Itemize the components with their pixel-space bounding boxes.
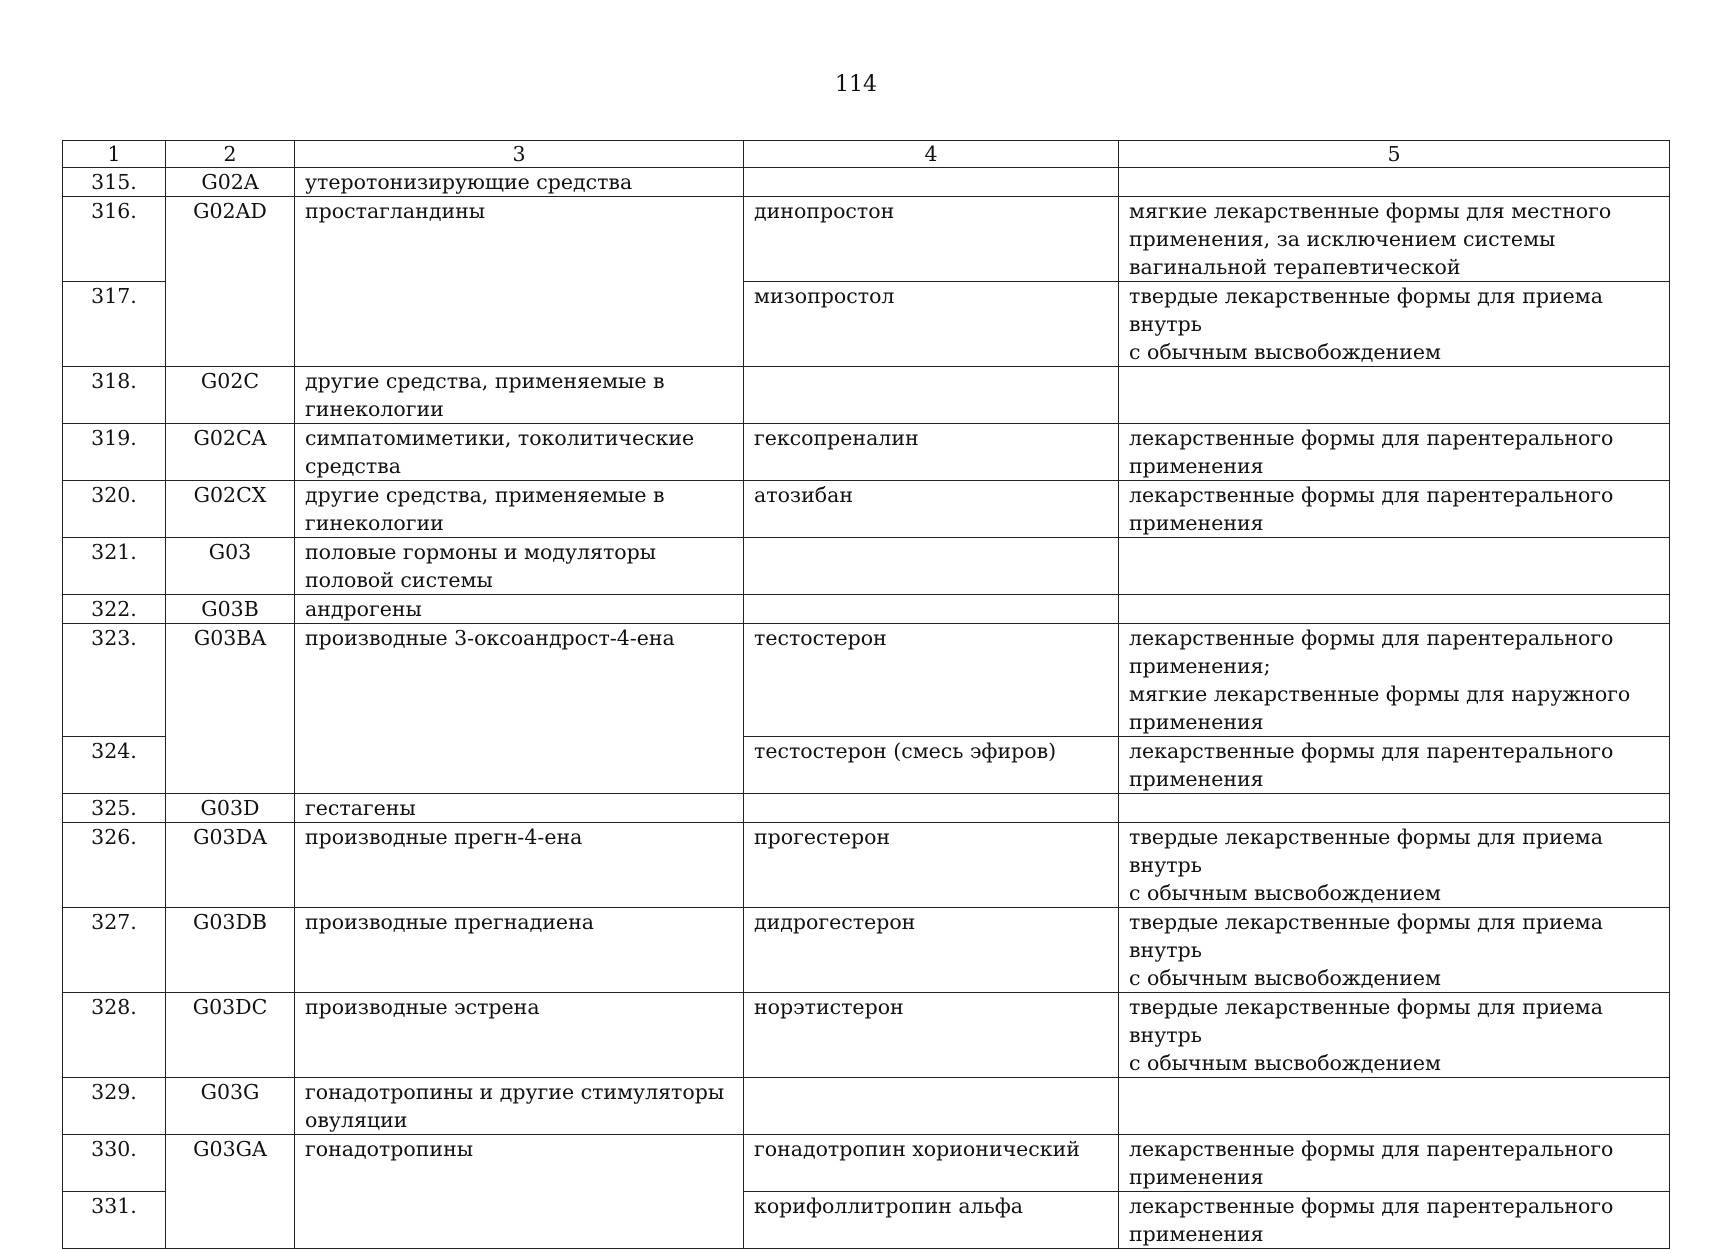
drug-list-table	[62, 140, 1670, 1249]
dosage-form	[1119, 624, 1670, 737]
row-number: 321.	[63, 538, 166, 595]
dosage-form-line: применения	[1129, 511, 1264, 535]
atc-code: G02A	[166, 168, 295, 197]
dosage-form-line: твердые лекарственные формы для приема внутрь	[1129, 284, 1603, 336]
group-name: гестагены	[295, 794, 744, 823]
atc-code: G03DC	[166, 993, 295, 1078]
dosage-form-line: вагинальной терапевтической	[1129, 255, 1461, 279]
group-name-line: гонадотропины и другие стимуляторы	[305, 1080, 725, 1104]
table-row	[63, 823, 1670, 908]
dosage-form	[1119, 367, 1670, 424]
dosage-form-line: мягкие лекарственные формы для местного	[1129, 199, 1612, 223]
dosage-form-line: лекарственные формы для парентерального	[1129, 483, 1614, 507]
column-number-row	[63, 141, 1670, 168]
atc-code: G03DA	[166, 823, 295, 908]
dosage-form-line: с обычным высвобождением	[1129, 966, 1441, 990]
dosage-form-line: с обычным высвобождением	[1129, 340, 1441, 364]
dosage-form-line: применения	[1129, 710, 1264, 734]
table-row	[63, 538, 1670, 595]
drug-name: атозибан	[744, 481, 1119, 538]
atc-code: G03D	[166, 794, 295, 823]
drug-name: гонадотропин хорионический	[744, 1135, 1119, 1192]
table-row	[63, 794, 1670, 823]
drug-name: мизопростол	[744, 282, 1119, 367]
table-row	[63, 1078, 1670, 1135]
atc-code: G02CX	[166, 481, 295, 538]
row-number: 331.	[63, 1192, 166, 1249]
dosage-form	[1119, 1078, 1670, 1135]
column-header-1: 1	[63, 141, 166, 168]
drug-name: прогестерон	[744, 823, 1119, 908]
dosage-form	[1119, 538, 1670, 595]
row-number: 318.	[63, 367, 166, 424]
row-number: 316.	[63, 197, 166, 282]
dosage-form	[1119, 1135, 1670, 1192]
drug-name	[744, 538, 1119, 595]
row-number: 327.	[63, 908, 166, 993]
table-row	[63, 168, 1670, 197]
group-name-line: другие средства, применяемые в	[305, 369, 665, 393]
dosage-form	[1119, 168, 1670, 197]
column-header-4: 4	[744, 141, 1119, 168]
drug-name: дидрогестерон	[744, 908, 1119, 993]
drug-name: тестостерон (смесь эфиров)	[744, 737, 1119, 794]
group-name-line: овуляции	[305, 1108, 408, 1132]
drug-name: тестостерон	[744, 624, 1119, 737]
drug-name	[744, 595, 1119, 624]
group-name	[295, 1078, 744, 1135]
group-name-line: половой системы	[305, 568, 493, 592]
dosage-form-line: применения	[1129, 454, 1264, 478]
table-row	[63, 908, 1670, 993]
dosage-form	[1119, 1192, 1670, 1249]
group-name: утеротонизирующие средства	[295, 168, 744, 197]
group-name	[295, 367, 744, 424]
dosage-form-line: применения, за исключением системы	[1129, 227, 1556, 251]
atc-code: G02CA	[166, 424, 295, 481]
table-row	[63, 481, 1670, 538]
dosage-form	[1119, 595, 1670, 624]
dosage-form	[1119, 282, 1670, 367]
drug-name	[744, 367, 1119, 424]
group-name: андрогены	[295, 595, 744, 624]
group-name	[295, 538, 744, 595]
group-name-line: половые гормоны и модуляторы	[305, 540, 657, 564]
page-number: 114	[835, 72, 877, 97]
atc-code: G03G	[166, 1078, 295, 1135]
group-name-line: симпатомиметики, токолитические	[305, 426, 695, 450]
table-row	[63, 595, 1670, 624]
group-name: простагландины	[295, 197, 744, 367]
dosage-form	[1119, 737, 1670, 794]
dosage-form	[1119, 794, 1670, 823]
dosage-form-line: применения	[1129, 1165, 1264, 1189]
group-name: гонадотропины	[295, 1135, 744, 1249]
atc-code: G02AD	[166, 197, 295, 367]
dosage-form-line: применения	[1129, 767, 1264, 791]
dosage-form	[1119, 908, 1670, 993]
group-name-line: гинекологии	[305, 511, 444, 535]
group-name-line: средства	[305, 454, 401, 478]
row-number: 324.	[63, 737, 166, 794]
dosage-form-line: мягкие лекарственные формы для наружного	[1129, 682, 1631, 706]
dosage-form	[1119, 481, 1670, 538]
column-header-2: 2	[166, 141, 295, 168]
atc-code: G03GA	[166, 1135, 295, 1249]
table-row	[63, 197, 1670, 282]
dosage-form-line: лекарственные формы для парентерального	[1129, 626, 1614, 650]
group-name: производные прегнадиена	[295, 908, 744, 993]
dosage-form	[1119, 993, 1670, 1078]
group-name-line: другие средства, применяемые в	[305, 483, 665, 507]
dosage-form-line: твердые лекарственные формы для приема внутрь	[1129, 825, 1603, 877]
atc-code: G03	[166, 538, 295, 595]
group-name: производные 3-оксоандрост-4-ена	[295, 624, 744, 794]
atc-code: G03DB	[166, 908, 295, 993]
drug-name: динопростон	[744, 197, 1119, 282]
dosage-form-line: лекарственные формы для парентерального	[1129, 1194, 1614, 1218]
atc-code: G02C	[166, 367, 295, 424]
drug-name	[744, 168, 1119, 197]
group-name	[295, 481, 744, 538]
row-number: 317.	[63, 282, 166, 367]
dosage-form-line: с обычным высвобождением	[1129, 881, 1441, 905]
dosage-form-line: применения;	[1129, 654, 1271, 678]
row-number: 315.	[63, 168, 166, 197]
table-row	[63, 624, 1670, 737]
row-number: 329.	[63, 1078, 166, 1135]
drug-name: норэтистерон	[744, 993, 1119, 1078]
dosage-form-line: лекарственные формы для парентерального	[1129, 426, 1614, 450]
dosage-form	[1119, 424, 1670, 481]
drug-name	[744, 794, 1119, 823]
drug-name: корифоллитропин альфа	[744, 1192, 1119, 1249]
atc-code: G03B	[166, 595, 295, 624]
group-name: производные прегн-4-ена	[295, 823, 744, 908]
row-number: 322.	[63, 595, 166, 624]
row-number: 326.	[63, 823, 166, 908]
drug-name: гексопреналин	[744, 424, 1119, 481]
row-number: 330.	[63, 1135, 166, 1192]
table-row	[63, 1135, 1670, 1192]
dosage-form-line: твердые лекарственные формы для приема внутрь	[1129, 995, 1603, 1047]
dosage-form	[1119, 823, 1670, 908]
table-row	[63, 367, 1670, 424]
row-number: 320.	[63, 481, 166, 538]
dosage-form-line: твердые лекарственные формы для приема внутрь	[1129, 910, 1603, 962]
dosage-form-line: с обычным высвобождением	[1129, 1051, 1441, 1075]
row-number: 323.	[63, 624, 166, 737]
column-header-3: 3	[295, 141, 744, 168]
drug-name	[744, 1078, 1119, 1135]
table-row	[63, 424, 1670, 481]
row-number: 319.	[63, 424, 166, 481]
column-header-5: 5	[1119, 141, 1670, 168]
row-number: 328.	[63, 993, 166, 1078]
group-name-line: гинекологии	[305, 397, 444, 421]
dosage-form-line: лекарственные формы для парентерального	[1129, 1137, 1614, 1161]
row-number: 325.	[63, 794, 166, 823]
dosage-form-line: лекарственные формы для парентерального	[1129, 739, 1614, 763]
group-name	[295, 424, 744, 481]
table-row	[63, 993, 1670, 1078]
group-name: производные эстрена	[295, 993, 744, 1078]
dosage-form	[1119, 197, 1670, 282]
dosage-form-line: применения	[1129, 1222, 1264, 1246]
atc-code: G03BA	[166, 624, 295, 794]
